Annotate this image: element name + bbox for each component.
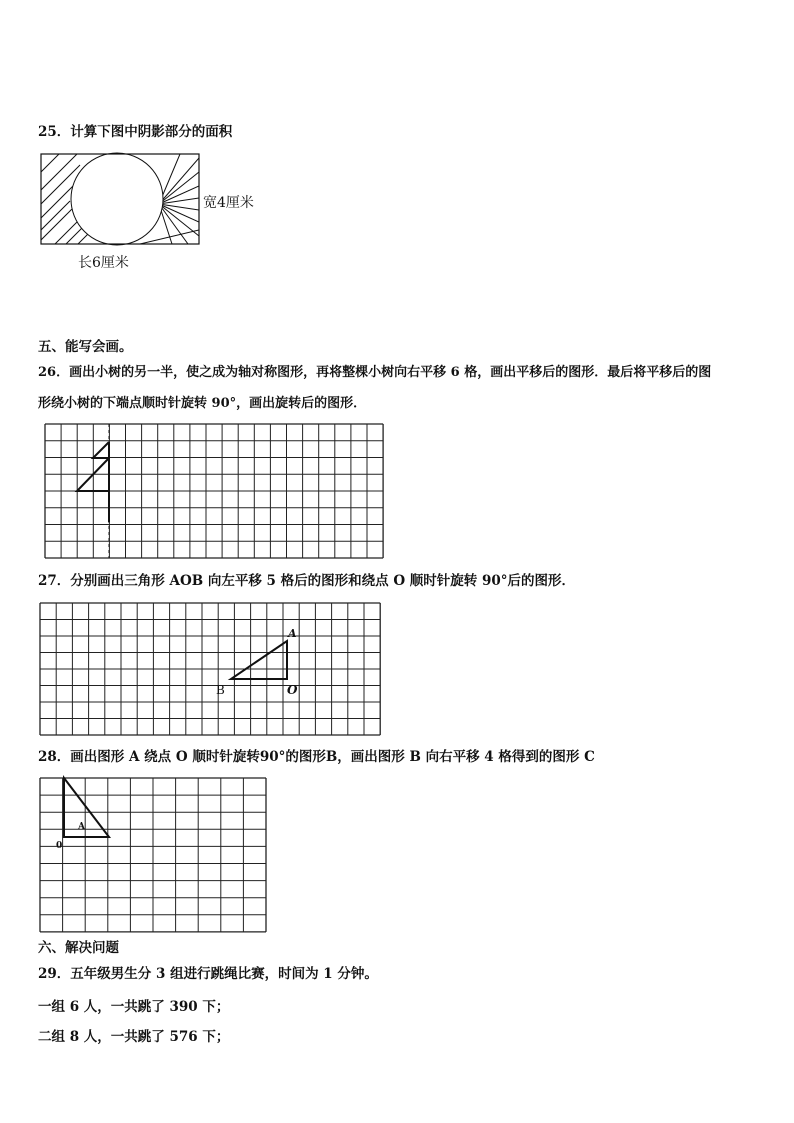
- q27-label-a: A: [288, 627, 297, 640]
- q28-grid: [40, 778, 266, 932]
- q26-line2: 形绕小树的下端点顺时针旋转 90°，画出旋转后的图形．: [38, 396, 367, 411]
- q25-length-label: 长6厘米: [78, 255, 129, 271]
- q28-label-a: A: [78, 822, 85, 832]
- q27-title: 27．分别画出三角形 AOB 向左平移 5 格后的图形和绕点 O 顺时针旋转 90°后的图形．: [38, 573, 576, 589]
- q29-line2: 二组 8 人，一共跳了 576 下；: [38, 1029, 230, 1045]
- q25-width-label: 宽4厘米: [203, 195, 254, 211]
- q25-title: 25．计算下图中阴影部分的面积: [38, 124, 233, 140]
- q27-label-b: B: [216, 683, 225, 697]
- q25-figure: [41, 153, 199, 245]
- q28-triangle-a: [64, 778, 109, 837]
- q27-grid: [40, 603, 380, 735]
- q29-title: 29．五年级男生分 3 组进行跳绳比赛，时间为 1 分钟。: [38, 966, 378, 982]
- section5-title: 五、能写会画。: [38, 339, 133, 355]
- q29-line1: 一组 6 人，一共跳了 390 下；: [38, 999, 230, 1015]
- q27-triangle-aob: [231, 641, 287, 679]
- q28-title: 28．画出图形 A 绕点 O 顺时针旋转90°的图形B，画出图形 B 向右平移 4 格得到的图形 C: [38, 749, 595, 765]
- q26-line1: 26．画出小树的另一半，使之成为轴对称图形，再将整棵小树向右平移 6 格，画出平移后的图形．最后将平移后的图: [38, 365, 712, 380]
- q28-label-o: 0: [56, 841, 63, 851]
- q27-label-o: O: [287, 683, 298, 697]
- section6-title: 六、解决问题: [38, 940, 119, 956]
